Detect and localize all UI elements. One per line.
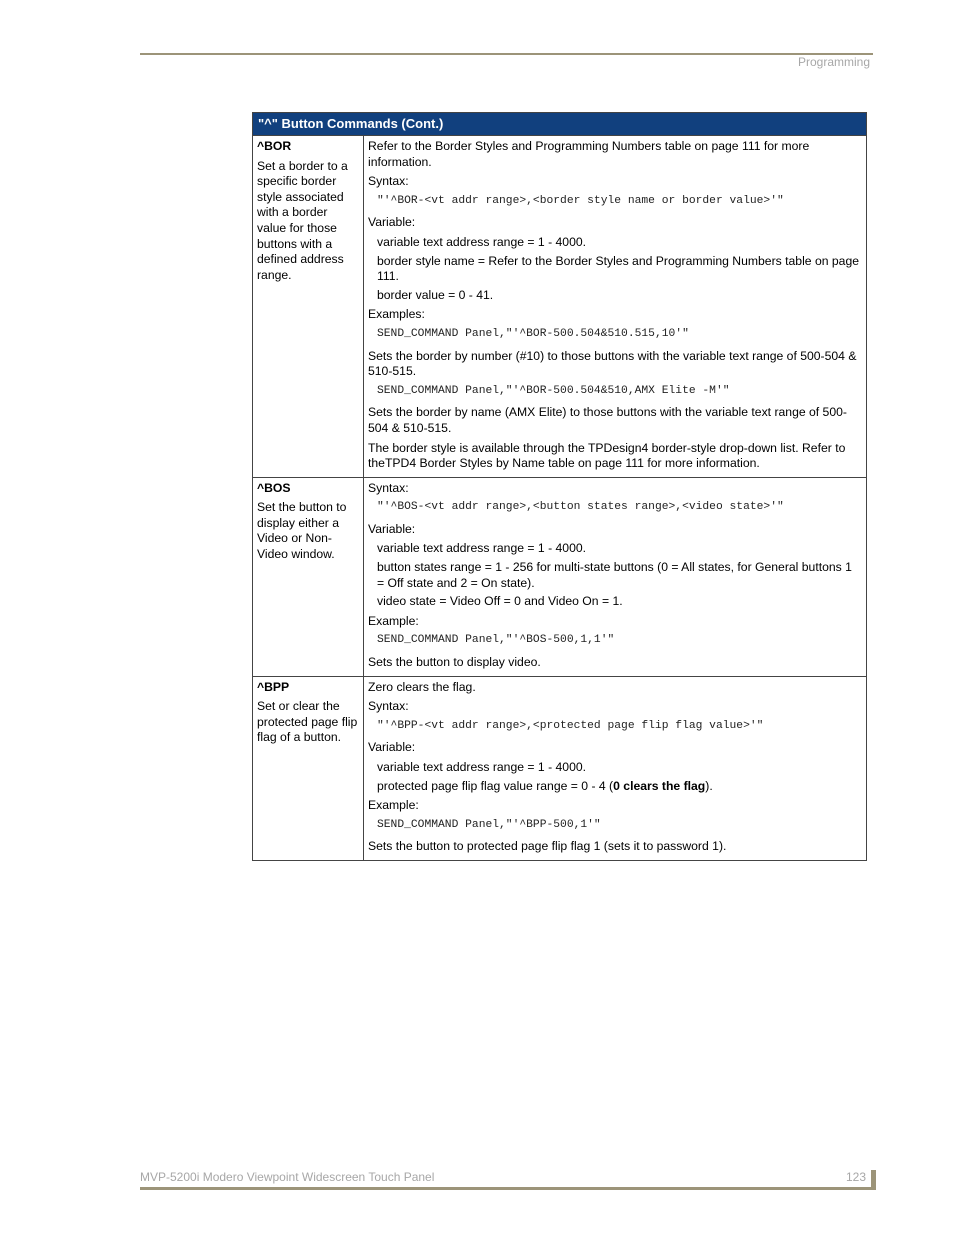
example-label: Example: — [368, 613, 419, 628]
section-label: Programming — [797, 55, 870, 69]
example-code: SEND_COMMAND Panel,"'^BOR-500.504&510,AMX Elite -M'" — [377, 384, 730, 397]
syntax-code: "'^BOS-<vt addr range>,<button states range>,<video state>'" — [377, 501, 784, 514]
variable-text: ). — [705, 778, 713, 793]
variable-label: Variable: — [368, 215, 416, 230]
footer-rule — [140, 1187, 873, 1190]
example-description: Sets the button to display video. — [368, 655, 541, 670]
command-cell — [253, 477, 364, 676]
intro-text: Refer to the Border Styles and Programming Numbers table on page 111 for more information. — [368, 139, 810, 169]
command-description: Set the button to display either a Video or Non-Video window. — [257, 500, 347, 562]
command-name: ^BPP — [257, 679, 290, 694]
table-row — [253, 477, 867, 676]
command-description: Set a border to a specific border style associated with a border value for those buttons with a defined address range. — [257, 158, 348, 282]
example-code: SEND_COMMAND Panel,"'^BOR-500.504&510.515,10'" — [377, 327, 689, 340]
variable-emphasis: 0 clears the flag — [613, 778, 706, 793]
variable-item — [368, 779, 861, 795]
examples-label: Examples: — [368, 307, 425, 322]
table-row — [253, 136, 867, 478]
example-code: SEND_COMMAND Panel,"'^BPP-500,1'" — [377, 818, 601, 831]
footer-tab — [871, 1170, 876, 1190]
command-name: ^BOS — [257, 480, 291, 495]
example-code: SEND_COMMAND Panel,"'^BOS-500,1,1'" — [377, 634, 615, 647]
syntax-code: "'^BPP-<vt addr range>,<protected page flip flag value>'" — [377, 719, 764, 732]
variable-item: variable text address range = 1 - 4000. — [377, 541, 587, 556]
variable-item: button states range = 1 - 256 for multi-state buttons (0 = All states, for General buttons 1 = Off state and 2 = On state). — [377, 560, 852, 590]
syntax-label: Syntax: — [368, 699, 409, 714]
command-cell — [253, 136, 364, 478]
details-cell — [364, 136, 867, 478]
variable-item: border value = 0 - 41. — [377, 287, 494, 302]
example-label: Example: — [368, 798, 419, 813]
syntax-label: Syntax: — [368, 480, 409, 495]
button-commands-table — [252, 112, 867, 861]
footer-doc-title: MVP-5200i Modero Viewpoint Widescreen Touch Panel — [140, 1170, 435, 1184]
note-text: The border style is available through the TPDesign4 border-style drop-down list. Refer to theTPD4 Border Styles by Name table on page 111 for more information. — [368, 440, 846, 471]
example-description: Sets the border by number (#10) to those buttons with the variable text range of 500-504 & 510-515. — [368, 348, 857, 379]
variable-label: Variable: — [368, 521, 416, 536]
variable-text: protected page flip flag value range = 0 - 4 ( — [377, 778, 614, 793]
table-title: "^" Button Commands (Cont.) — [253, 113, 867, 136]
command-name: ^BOR — [257, 139, 292, 153]
details-cell — [364, 676, 867, 860]
syntax-label: Syntax: — [368, 174, 409, 189]
variable-item: border style name = Refer to the Border Styles and Programming Numbers table on page 111. — [377, 253, 859, 284]
command-cell — [253, 676, 364, 860]
header-rule — [140, 53, 873, 55]
variable-item: variable text address range = 1 - 4000. — [377, 234, 587, 249]
example-description: Sets the border by name (AMX Elite) to those buttons with the variable text range of 500-504 & 510-515. — [368, 405, 847, 435]
example-description: Sets the button to protected page flip flag 1 (sets it to password 1). — [368, 839, 727, 854]
variable-label: Variable: — [368, 740, 416, 755]
page-number: 123 — [846, 1170, 867, 1184]
variable-item: variable text address range = 1 - 4000. — [377, 760, 587, 774]
variable-item: video state = Video Off = 0 and Video On = 1. — [377, 594, 623, 609]
syntax-code: "'^BOR-<vt addr range>,<border style name or border value>'" — [377, 194, 784, 207]
table-row — [253, 676, 867, 860]
details-cell — [364, 477, 867, 676]
command-description: Set or clear the protected page flip flag of a button. — [257, 699, 358, 745]
intro-text: Zero clears the flag. — [368, 679, 476, 694]
